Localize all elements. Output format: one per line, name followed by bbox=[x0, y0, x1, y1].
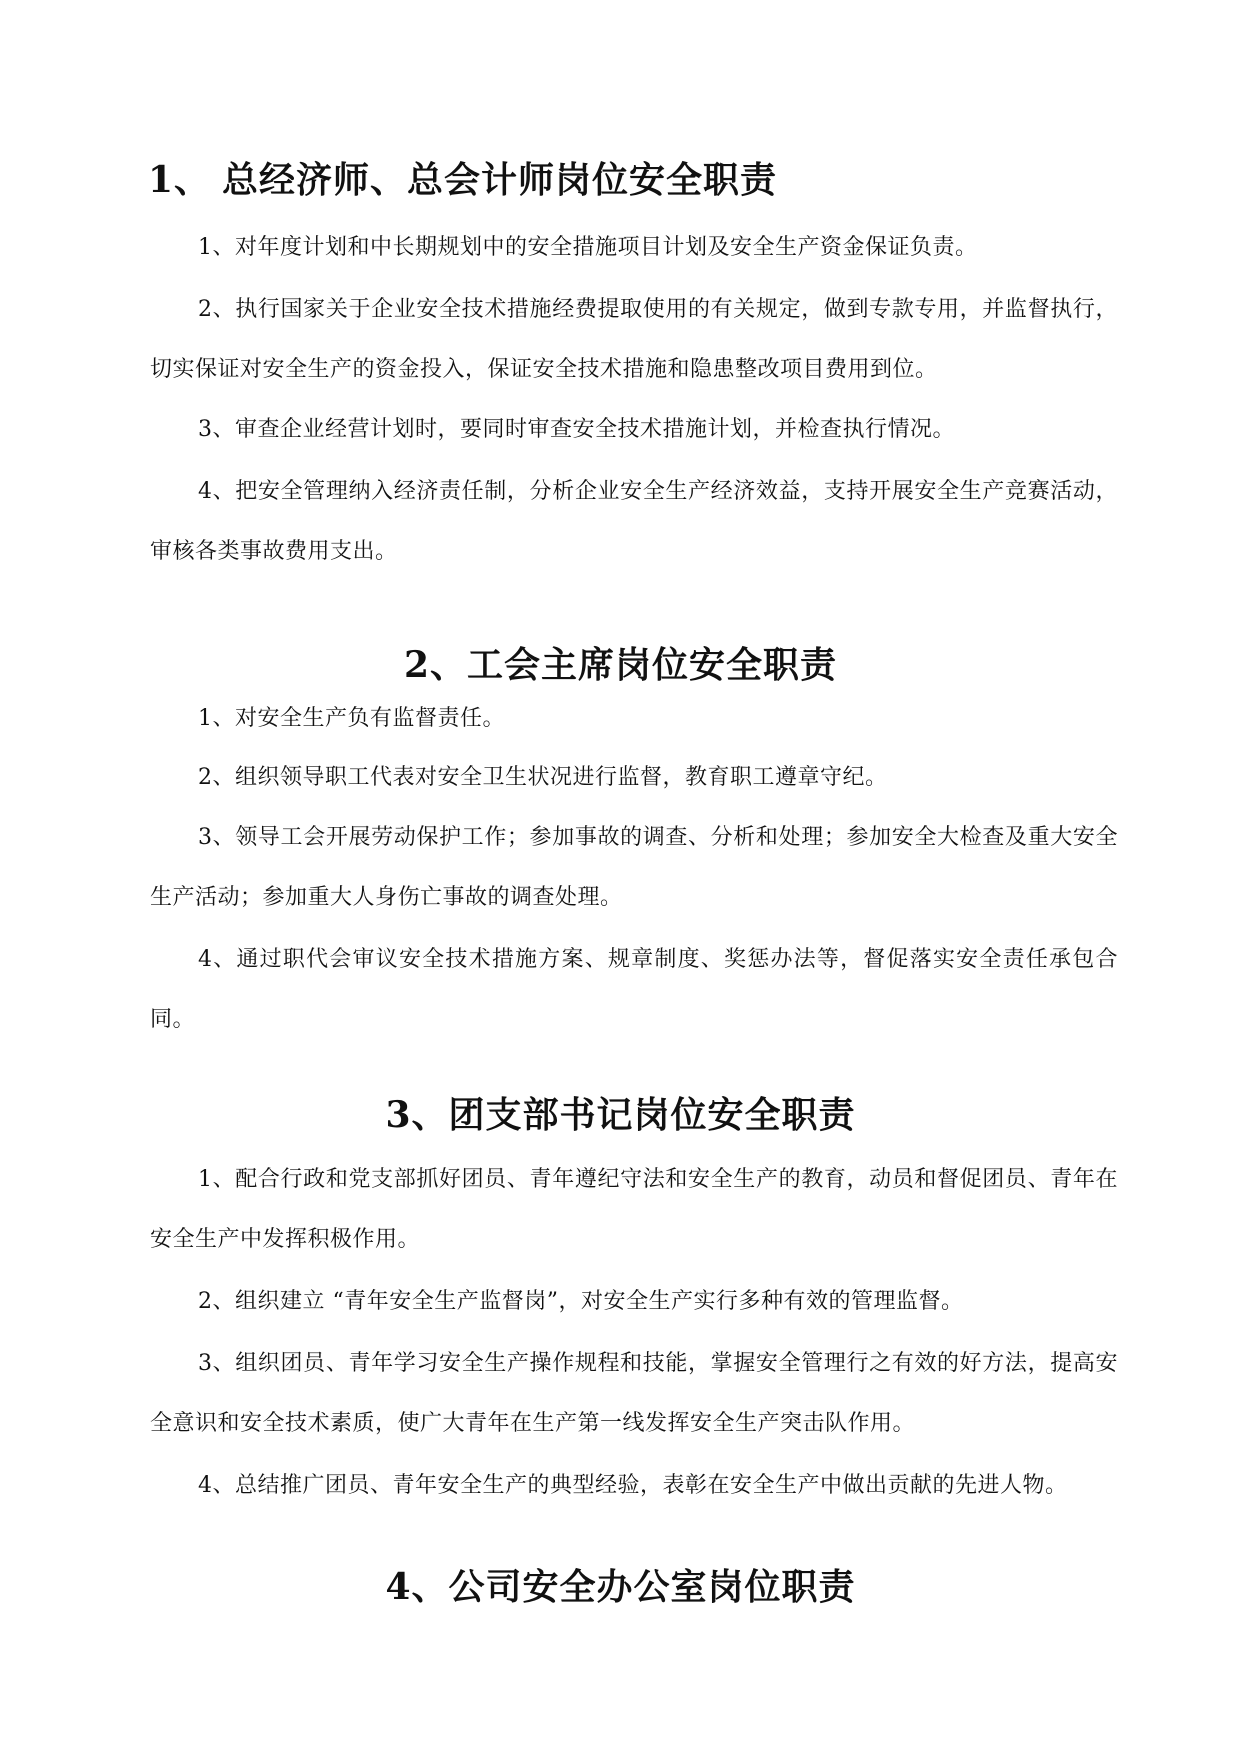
section-number: 1、 bbox=[148, 159, 212, 201]
paragraph: 2、组织领导职工代表对安全卫生状况进行监督，教育职工遵章守纪。 bbox=[198, 765, 888, 790]
paragraph: 3、领导工会开展劳动保护工作；参加事故的调查、分析和处理；参加安全大检查及重大安全生产活动；参加重大人身伤亡事故的调查处理。 bbox=[150, 825, 1118, 910]
paragraph: 2、组织建立 “青年安全生产监督岗”，对安全生产实行多种有效的管理监督。 bbox=[198, 1289, 964, 1314]
section-heading-1 bbox=[148, 158, 777, 202]
paragraph: 1、配合行政和党支部抓好团员、青年遵纪守法和安全生产的教育，动员和督促团员、青年在安全生产中发挥积极作用。 bbox=[150, 1167, 1118, 1252]
paragraph: 4、通过职代会审议安全技术措施方案、规章制度、奖惩办法等，督促落实安全责任承包合同。 bbox=[150, 947, 1118, 1032]
paragraph: 1、对年度计划和中长期规划中的安全措施项目计划及安全生产资金保证负责。 bbox=[198, 235, 978, 260]
section-heading-2: 2、工会主席岗位安全职责 bbox=[403, 644, 838, 686]
paragraph: 3、组织团员、青年学习安全生产操作规程和技能，掌握安全管理行之有效的好方法，提高安全意识和安全技术素质，使广大青年在生产第一线发挥安全生产突击队作用。 bbox=[150, 1351, 1118, 1436]
paragraph: 1、对安全生产负有监督责任。 bbox=[198, 706, 505, 731]
paragraph: 3、审查企业经营计划时，要同时审查安全技术措施计划，并检查执行情况。 bbox=[198, 417, 955, 442]
section-heading-3: 3、团支部书记岗位安全职责 bbox=[385, 1094, 856, 1136]
section-title: 总经济师、总会计师岗位安全职责 bbox=[222, 159, 778, 201]
paragraph: 4、把安全管理纳入经济责任制，分析企业安全生产经济效益，支持开展安全生产竞赛活动，审核各类事故费用支出。 bbox=[150, 479, 1118, 564]
section-heading-4: 4、公司安全办公室岗位职责 bbox=[385, 1566, 856, 1608]
paragraph: 2、执行国家关于企业安全技术措施经费提取使用的有关规定，做到专款专用，并监督执行，切实保证对安全生产的资金投入，保证安全技术措施和隐患整改项目费用到位。 bbox=[150, 297, 1118, 382]
paragraph: 4、总结推广团员、青年安全生产的典型经验，表彰在安全生产中做出贡献的先进人物。 bbox=[198, 1473, 1068, 1498]
